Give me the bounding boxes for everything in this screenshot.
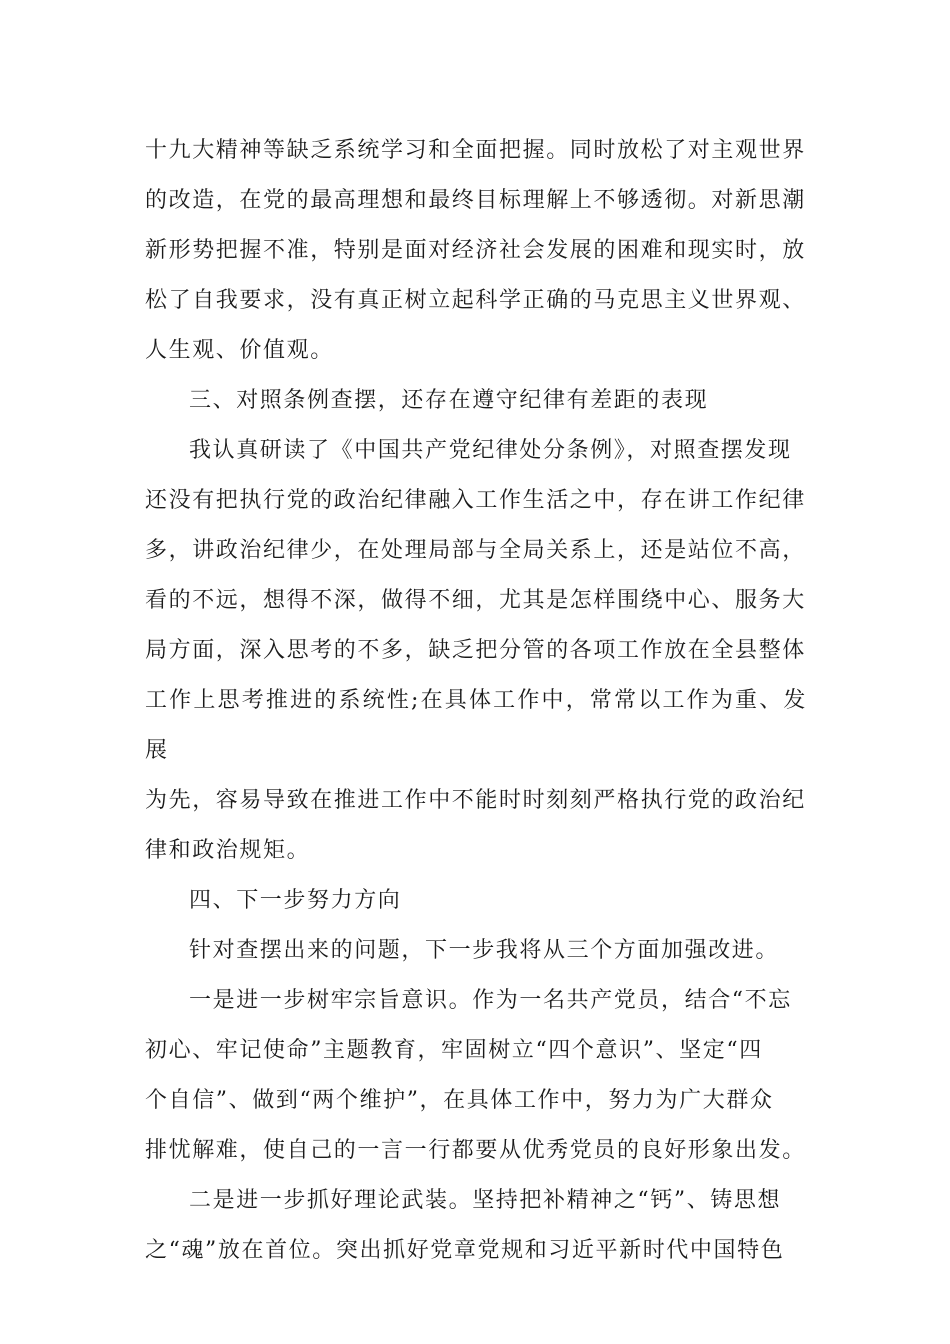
document-body — [145, 126, 807, 1276]
paragraph-3: 我认真研读了《中国共产党纪律处分条例》，对照查摆发现 还没有把执行党的政治纪律融入工作生活之中，存在讲工作纪律 多，讲政治纪律少，在处理局部与全局关系上，还是站位不高， 看的不远，想得不深，做得不细，尤其是怎样围绕中心、服务大 局方面，深入思考的不多，缺乏把分管的各项工作放在全县整体 工作上思考推进的系统性;在具体工作中，常常以工作为重、发展 为先，容易导致在推进工作中不能时时刻刻严格执行党的政治纪 律和政治规矩。 — [145, 438, 807, 863]
section-heading-3: 三、对照条例查摆，还存在遵守纪律有差距的表现 — [189, 388, 709, 413]
paragraph-6: 一是进一步树牢宗旨意识。作为一名共产党员，结合“不忘 初心、牢记使命”主题教育，牢固树立“四个意识”、坚定“四 个自信”、做到“两个维护”，在具体工作中，努力为广大群众 排忧解难，使自己的一言一行都要从优秀党员的良好形象出发。 — [145, 988, 806, 1163]
paragraph-7: 二是进一步抓好理论武装。坚持把补精神之“钙”、铸思想 之“魂”放在首位。突出抓好党章党规和习近平新时代中国特色 — [145, 1188, 785, 1263]
paragraph-5: 针对查摆出来的问题，下一步我将从三个方面加强改进。 — [189, 938, 780, 963]
section-heading-4: 四、下一步努力方向 — [189, 888, 402, 913]
paragraph-1: 十九大精神等缺乏系统学习和全面把握。同时放松了对主观世界 的改造，在党的最高理想和最终目标理解上不够透彻。对新思潮 新形势把握不准，特别是面对经济社会发展的困难和现实时，放 松了自我要求，没有真正树立起科学正确的马克思主义世界观、 人生观、价值观。 — [145, 138, 806, 363]
